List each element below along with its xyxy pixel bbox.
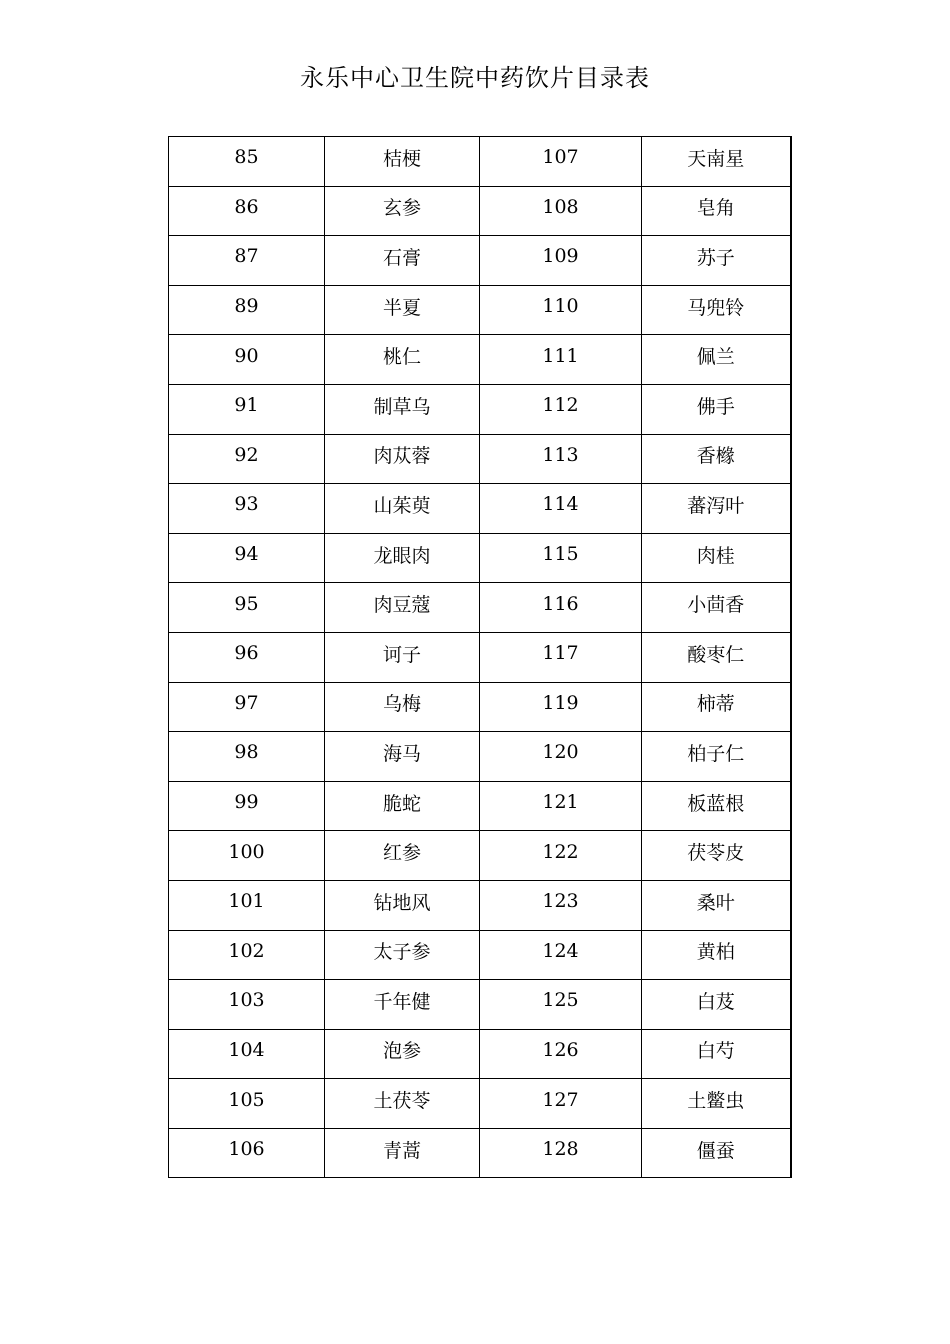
item-number-cell: 102 <box>169 930 325 980</box>
herb-name-cell: 柏子仁 <box>642 732 791 782</box>
item-number-cell: 101 <box>169 880 325 930</box>
table-row <box>169 186 791 236</box>
item-number-cell: 90 <box>169 335 325 385</box>
herb-name-cell: 乌梅 <box>325 682 480 732</box>
herb-name-cell: 蕃泻叶 <box>642 484 791 534</box>
table-row <box>169 632 791 682</box>
table-row <box>169 831 791 881</box>
herb-name-cell: 千年健 <box>325 980 480 1030</box>
item-number-cell: 113 <box>480 434 642 484</box>
herb-name-cell: 僵蚕 <box>642 1128 791 1178</box>
table-row <box>169 434 791 484</box>
table-row <box>169 930 791 980</box>
item-number-cell: 103 <box>169 980 325 1030</box>
item-number-cell: 92 <box>169 434 325 484</box>
table-row <box>169 484 791 534</box>
item-number-cell: 86 <box>169 186 325 236</box>
item-number-cell: 107 <box>480 137 642 187</box>
item-number-cell: 97 <box>169 682 325 732</box>
herb-name-cell: 太子参 <box>325 930 480 980</box>
table-row <box>169 980 791 1030</box>
page-title: 永乐中心卫生院中药饮片目录表 <box>300 64 650 92</box>
table-row <box>169 335 791 385</box>
item-number-cell: 110 <box>480 285 642 335</box>
table-row <box>169 384 791 434</box>
item-number-cell: 117 <box>480 632 642 682</box>
item-number-cell: 104 <box>169 1029 325 1079</box>
table-row <box>169 236 791 286</box>
item-number-cell: 114 <box>480 484 642 534</box>
item-number-cell: 124 <box>480 930 642 980</box>
table-row <box>169 285 791 335</box>
table-row <box>169 1029 791 1079</box>
herb-name-cell: 柿蒂 <box>642 682 791 732</box>
herb-name-cell: 酸枣仁 <box>642 632 791 682</box>
item-number-cell: 96 <box>169 632 325 682</box>
herb-name-cell: 半夏 <box>325 285 480 335</box>
herb-name-cell: 诃子 <box>325 632 480 682</box>
herb-name-cell: 香橼 <box>642 434 791 484</box>
item-number-cell: 87 <box>169 236 325 286</box>
herb-name-cell: 白芍 <box>642 1029 791 1079</box>
item-number-cell: 105 <box>169 1079 325 1129</box>
herb-name-cell: 肉桂 <box>642 533 791 583</box>
herb-name-cell: 肉苁蓉 <box>325 434 480 484</box>
table-row <box>169 533 791 583</box>
herb-name-cell: 天南星 <box>642 137 791 187</box>
item-number-cell: 99 <box>169 781 325 831</box>
item-number-cell: 119 <box>480 682 642 732</box>
herb-name-cell: 土茯苓 <box>325 1079 480 1129</box>
herb-name-cell: 山茱萸 <box>325 484 480 534</box>
herb-name-cell: 制草乌 <box>325 384 480 434</box>
item-number-cell: 121 <box>480 781 642 831</box>
herb-name-cell: 苏子 <box>642 236 791 286</box>
item-number-cell: 128 <box>480 1128 642 1178</box>
herb-catalog-body <box>169 137 791 1178</box>
item-number-cell: 108 <box>480 186 642 236</box>
item-number-cell: 109 <box>480 236 642 286</box>
herb-name-cell: 佩兰 <box>642 335 791 385</box>
item-number-cell: 123 <box>480 880 642 930</box>
table-row <box>169 732 791 782</box>
item-number-cell: 94 <box>169 533 325 583</box>
table-row <box>169 781 791 831</box>
herb-name-cell: 海马 <box>325 732 480 782</box>
herb-name-cell: 马兜铃 <box>642 285 791 335</box>
herb-name-cell: 泡参 <box>325 1029 480 1079</box>
table-row <box>169 1079 791 1129</box>
item-number-cell: 111 <box>480 335 642 385</box>
herb-name-cell: 板蓝根 <box>642 781 791 831</box>
item-number-cell: 112 <box>480 384 642 434</box>
item-number-cell: 93 <box>169 484 325 534</box>
herb-name-cell: 脆蛇 <box>325 781 480 831</box>
item-number-cell: 115 <box>480 533 642 583</box>
herb-name-cell: 小茴香 <box>642 583 791 633</box>
herb-name-cell: 黄柏 <box>642 930 791 980</box>
herb-name-cell: 玄参 <box>325 186 480 236</box>
item-number-cell: 89 <box>169 285 325 335</box>
herb-name-cell: 桑叶 <box>642 880 791 930</box>
item-number-cell: 85 <box>169 137 325 187</box>
table-row <box>169 583 791 633</box>
item-number-cell: 126 <box>480 1029 642 1079</box>
item-number-cell: 116 <box>480 583 642 633</box>
herb-name-cell: 茯苓皮 <box>642 831 791 881</box>
herb-name-cell: 桔梗 <box>325 137 480 187</box>
item-number-cell: 95 <box>169 583 325 633</box>
item-number-cell: 100 <box>169 831 325 881</box>
item-number-cell: 127 <box>480 1079 642 1129</box>
herb-name-cell: 桃仁 <box>325 335 480 385</box>
table-row <box>169 1128 791 1178</box>
table-row <box>169 137 791 187</box>
herb-name-cell: 佛手 <box>642 384 791 434</box>
herb-name-cell: 皂角 <box>642 186 791 236</box>
herb-name-cell: 红参 <box>325 831 480 881</box>
table-row <box>169 880 791 930</box>
herb-name-cell: 龙眼肉 <box>325 533 480 583</box>
item-number-cell: 125 <box>480 980 642 1030</box>
herb-name-cell: 土鳖虫 <box>642 1079 791 1129</box>
item-number-cell: 120 <box>480 732 642 782</box>
table-row <box>169 682 791 732</box>
item-number-cell: 122 <box>480 831 642 881</box>
item-number-cell: 91 <box>169 384 325 434</box>
item-number-cell: 98 <box>169 732 325 782</box>
item-number-cell: 106 <box>169 1128 325 1178</box>
herb-name-cell: 白芨 <box>642 980 791 1030</box>
herb-name-cell: 肉豆蔻 <box>325 583 480 633</box>
herb-name-cell: 青蒿 <box>325 1128 480 1178</box>
herb-name-cell: 钻地风 <box>325 880 480 930</box>
herb-name-cell: 石膏 <box>325 236 480 286</box>
herb-catalog-table <box>168 136 792 1178</box>
